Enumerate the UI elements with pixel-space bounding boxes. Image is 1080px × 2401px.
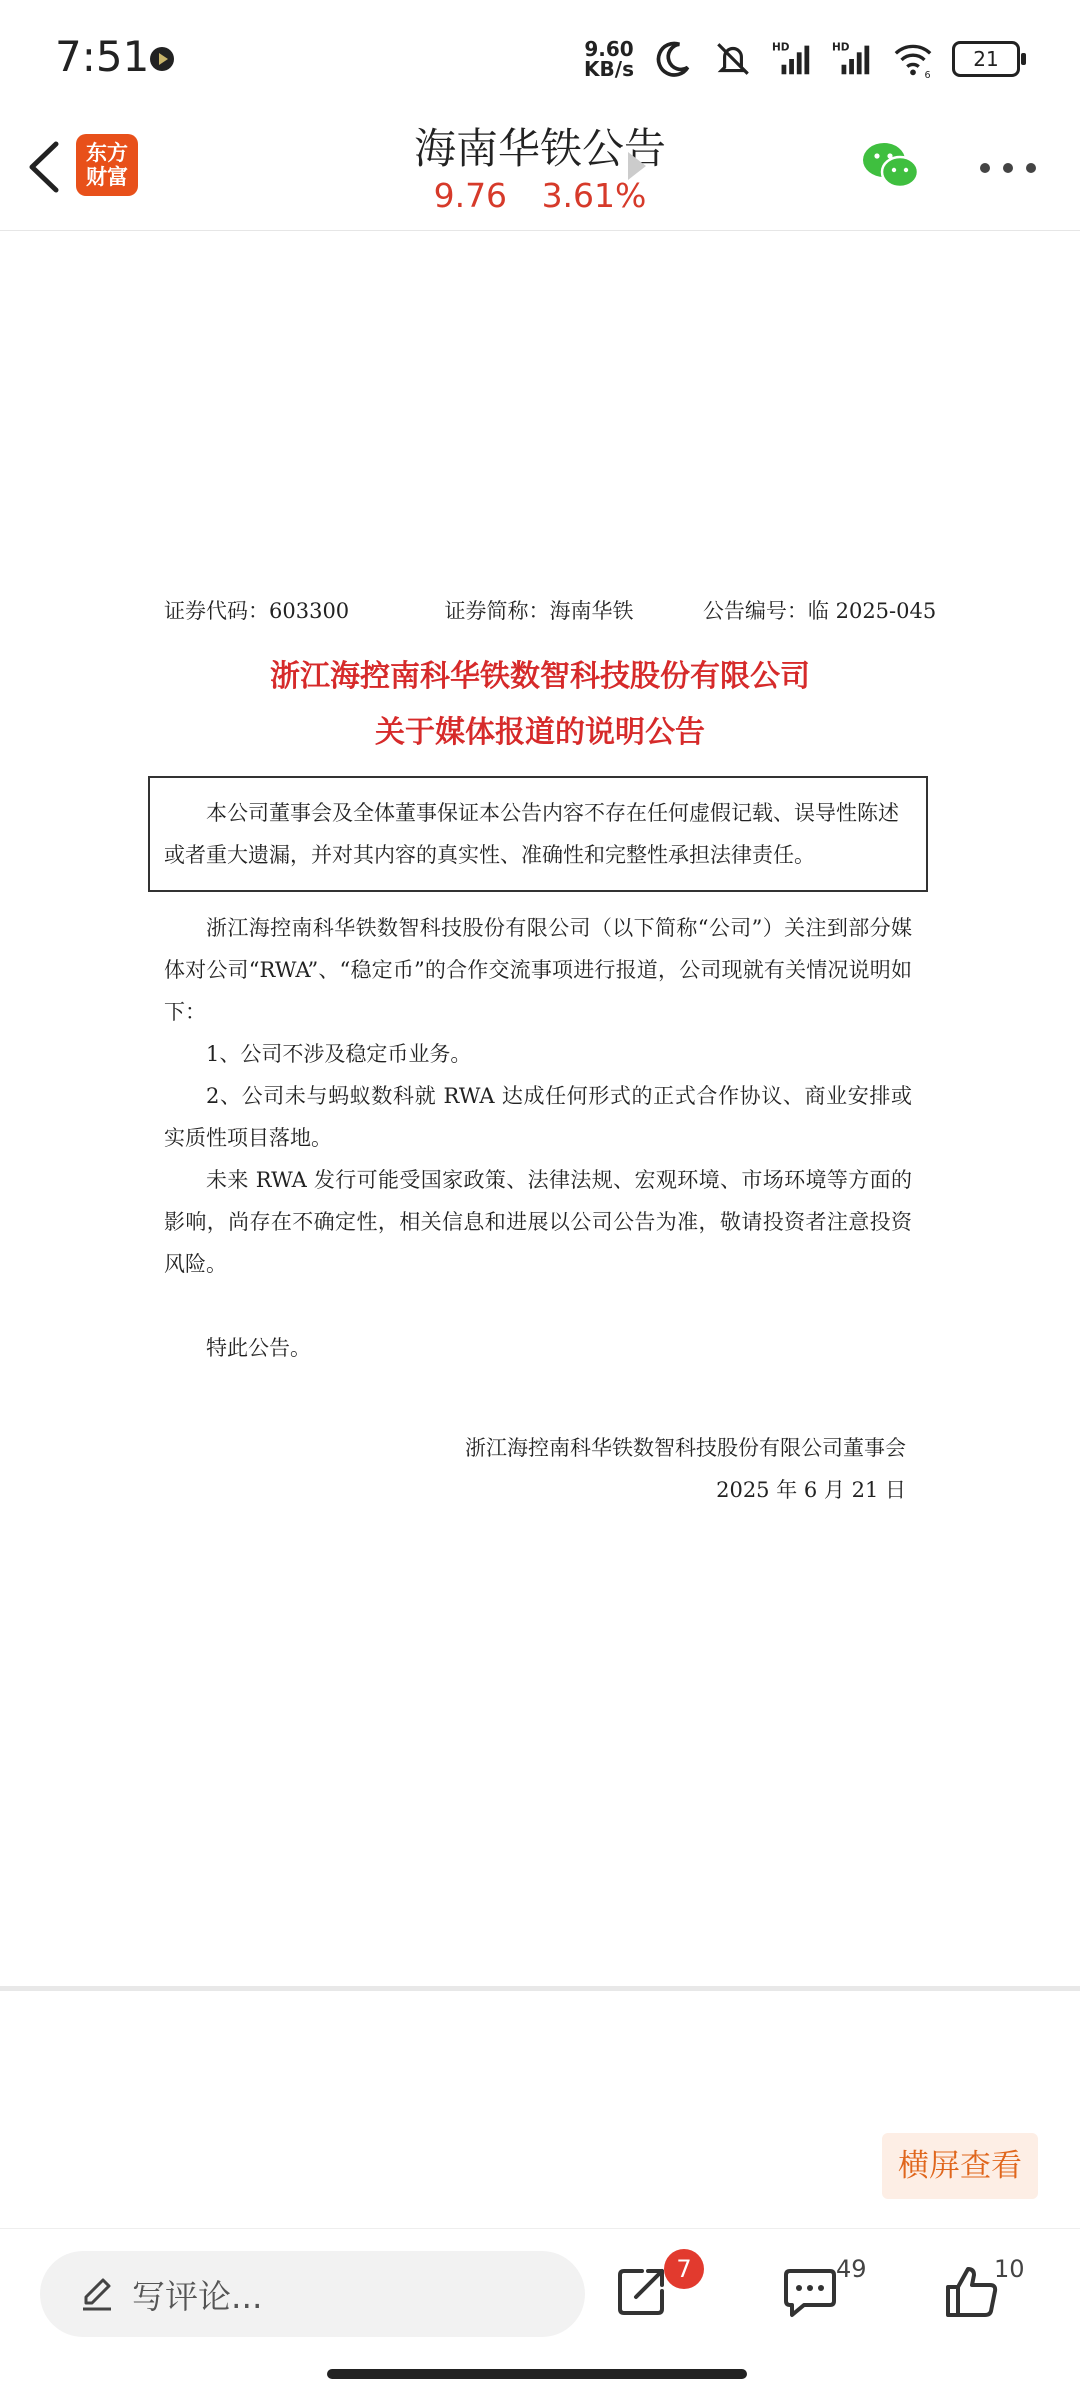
- paragraph: 2、公司未与蚂蚁数科就 RWA 达成任何形式的正式合作协议、商业安排或实质性项目落地。: [164, 1084, 912, 1150]
- media-playing-icon: [150, 47, 174, 71]
- comment-input[interactable]: [40, 2251, 585, 2337]
- wechat-share-icon[interactable]: [860, 138, 922, 194]
- header: [0, 110, 1080, 231]
- comment-icon[interactable]: [780, 2261, 840, 2321]
- wifi-label: 6: [924, 70, 931, 80]
- notice-number: 公告编号：临 2025-045: [702, 599, 937, 623]
- hd-label-1: HD: [772, 41, 790, 54]
- announcement-document[interactable]: [0, 231, 1080, 1986]
- moon-icon: [652, 38, 694, 80]
- comment-count: 49: [836, 2255, 867, 2283]
- network-speed-unit: KB/s: [584, 57, 634, 81]
- document-body: [164, 907, 912, 1369]
- document-title-line-1: 浙江海控南科华铁数智科技股份有限公司: [270, 659, 810, 694]
- status-time: 7:51: [55, 32, 150, 81]
- signature: 浙江海控南科华铁数智科技股份有限公司董事会: [465, 1436, 906, 1460]
- pencil-icon: [78, 2275, 116, 2313]
- status-icons: [584, 34, 1020, 84]
- signal-icon-1: [772, 38, 814, 80]
- share-badge: 7: [664, 2249, 704, 2289]
- more-dot: [980, 163, 990, 173]
- like-count: 10: [994, 2255, 1025, 2283]
- document-meta: [164, 595, 936, 625]
- more-dot: [1003, 163, 1013, 173]
- landscape-view-button[interactable]: 横屏查看: [882, 2133, 1038, 2199]
- signature-block: [465, 1427, 906, 1511]
- battery-icon: 21: [952, 41, 1020, 77]
- disclaimer-box: 本公司董事会及全体董事保证本公告内容不存在任何虚假记载、误导性陈述或者重大遗漏，并对其内容的真实性、准确性和完整性承担法律责任。: [148, 776, 928, 892]
- share-icon[interactable]: [612, 2261, 672, 2321]
- signature-date: 2025 年 6 月 21 日: [716, 1478, 906, 1502]
- document-title-line-2: 关于媒体报道的说明公告: [375, 715, 705, 750]
- signal-icon-2: [832, 38, 874, 80]
- quote-arrow-icon[interactable]: [628, 152, 646, 180]
- thumbs-up-icon[interactable]: [942, 2261, 1002, 2321]
- home-indicator[interactable]: [327, 2369, 747, 2379]
- security-code: 证券代码：603300: [164, 599, 350, 623]
- paragraph: 浙江海控南科华铁数智科技股份有限公司（以下简称“公司”）关注到部分媒体对公司“RWA”、“稳定币”的合作交流事项进行报道，公司现就有关情况说明如下：: [164, 916, 912, 1024]
- security-short-name: 证券简称：海南华铁: [444, 599, 634, 623]
- page-title: 海南华铁公告: [413, 124, 666, 173]
- divider: [0, 1986, 1080, 1991]
- logo-line-1: 东方: [86, 141, 128, 165]
- hd-label-2: HD: [832, 41, 850, 54]
- stock-price: 9.76: [433, 176, 508, 215]
- paragraph: 特此公告。: [206, 1336, 311, 1360]
- paragraph: 1、公司不涉及稳定币业务。: [206, 1042, 472, 1066]
- bottom-bar: [0, 2228, 1080, 2401]
- more-dot: [1026, 163, 1036, 173]
- more-button[interactable]: [980, 158, 1036, 178]
- paragraph: 未来 RWA 发行可能受国家政策、法律法规、宏观环境、市场环境等方面的影响，尚存在不确定性，相关信息和进展以公司公告为准，敬请投资者注意投资风险。: [164, 1168, 912, 1276]
- network-speed-value: 9.60: [584, 37, 634, 61]
- wifi-icon: [892, 38, 934, 80]
- mute-icon: [712, 38, 754, 80]
- comment-placeholder: 写评论...: [132, 2276, 263, 2316]
- logo-line-2: 财富: [86, 165, 128, 189]
- stock-change: 3.61%: [541, 176, 647, 215]
- network-speed: [584, 39, 634, 79]
- status-bar: [0, 0, 1080, 110]
